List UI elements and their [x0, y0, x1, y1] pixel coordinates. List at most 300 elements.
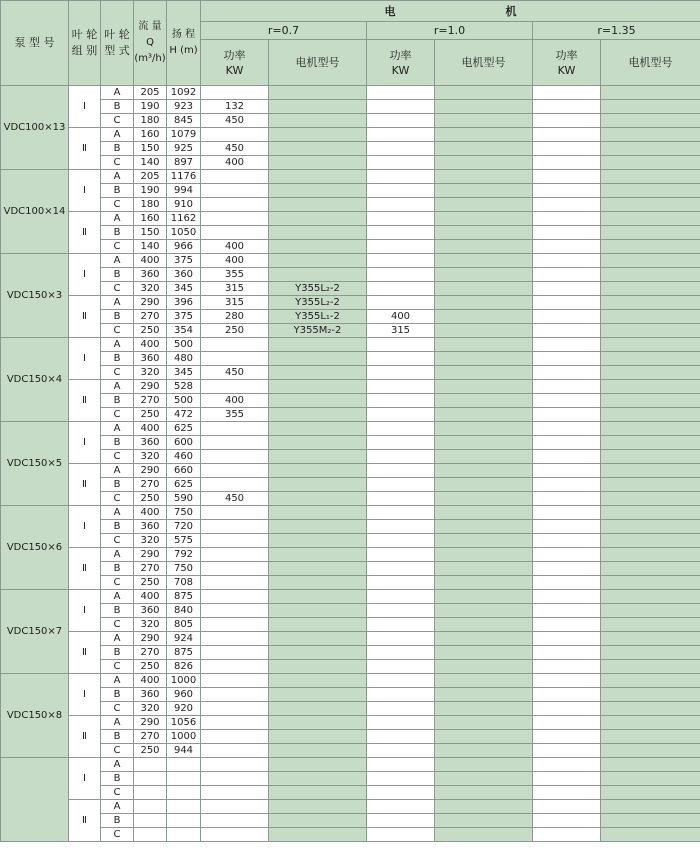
motor-model-r07-cell	[269, 338, 367, 352]
impeller-group-cell: Ⅰ	[69, 758, 101, 800]
motor-model-r135-cell	[601, 520, 700, 534]
table-row	[1, 520, 700, 534]
motor-model-r135-cell	[601, 296, 700, 310]
impeller-group-cell: Ⅰ	[69, 674, 101, 716]
impeller-type-cell: A	[101, 422, 134, 436]
flow-cell: 360	[134, 436, 167, 450]
impeller-group-cell: Ⅱ	[69, 548, 101, 590]
motor-model-r135-cell	[601, 632, 700, 646]
motor-model-r135-cell	[601, 282, 700, 296]
motor-model-r135-cell	[601, 436, 700, 450]
power-r07-cell	[201, 184, 269, 198]
flow-cell: 290	[134, 716, 167, 730]
power-r10-cell	[367, 464, 435, 478]
flow-cell: 290	[134, 632, 167, 646]
impeller-group-cell: Ⅰ	[69, 422, 101, 464]
motor-model-r07-cell	[269, 436, 367, 450]
power-r135-cell	[533, 394, 601, 408]
power-r07-cell: 355	[201, 268, 269, 282]
motor-model-r07-cell	[269, 618, 367, 632]
impeller-group-cell: Ⅰ	[69, 590, 101, 632]
header-flow: 流 量 Q (m³/h)	[134, 1, 167, 86]
table-body	[1, 86, 700, 842]
power-r10-cell	[367, 352, 435, 366]
table-row	[1, 408, 700, 422]
table-row	[1, 338, 700, 352]
motor-model-r10-cell	[435, 366, 533, 380]
head-cell: 805	[167, 618, 201, 632]
motor-model-r07-cell	[269, 128, 367, 142]
power-r135-cell	[533, 128, 601, 142]
power-r10-cell	[367, 688, 435, 702]
power-r135-cell	[533, 366, 601, 380]
motor-model-r10-cell	[435, 310, 533, 324]
motor-model-r07-cell	[269, 576, 367, 590]
motor-model-r10-cell	[435, 422, 533, 436]
motor-model-r135-cell	[601, 534, 700, 548]
flow-cell	[134, 772, 167, 786]
power-r10-cell	[367, 534, 435, 548]
head-cell: 1079	[167, 128, 201, 142]
power-r10-cell: 400	[367, 310, 435, 324]
impeller-type-cell: B	[101, 310, 134, 324]
flow-cell: 290	[134, 296, 167, 310]
motor-model-r07-cell	[269, 198, 367, 212]
motor-model-r07-cell	[269, 590, 367, 604]
motor-model-r10-cell	[435, 604, 533, 618]
motor-model-r07-cell	[269, 800, 367, 814]
header-impeller-group: 叶 轮 组 别	[69, 1, 101, 86]
power-r07-cell: 450	[201, 114, 269, 128]
motor-model-r10-cell	[435, 184, 533, 198]
head-cell: 375	[167, 310, 201, 324]
head-cell: 994	[167, 184, 201, 198]
motor-model-r10-cell	[435, 114, 533, 128]
table-row	[1, 730, 700, 744]
flow-cell: 320	[134, 534, 167, 548]
power-r135-cell	[533, 744, 601, 758]
power-r10-cell	[367, 828, 435, 842]
power-r10-cell	[367, 716, 435, 730]
power-r10-cell	[367, 142, 435, 156]
head-cell: 944	[167, 744, 201, 758]
power-r10-cell	[367, 86, 435, 100]
head-cell: 472	[167, 408, 201, 422]
table-row	[1, 436, 700, 450]
head-cell: 1050	[167, 226, 201, 240]
motor-model-r135-cell	[601, 212, 700, 226]
header-power: 功率 KW	[201, 40, 269, 86]
impeller-type-cell: C	[101, 324, 134, 338]
motor-model-r10-cell	[435, 86, 533, 100]
motor-model-r135-cell	[601, 562, 700, 576]
power-r07-cell	[201, 800, 269, 814]
impeller-type-cell: B	[101, 394, 134, 408]
motor-model-r135-cell	[601, 380, 700, 394]
header-pump-model: 泵 型 号	[1, 1, 69, 86]
motor-model-r10-cell	[435, 730, 533, 744]
motor-model-r135-cell	[601, 324, 700, 338]
power-r135-cell	[533, 450, 601, 464]
impeller-type-cell: C	[101, 702, 134, 716]
head-cell: 360	[167, 268, 201, 282]
impeller-type-cell: B	[101, 688, 134, 702]
table-row	[1, 646, 700, 660]
motor-model-r07-cell	[269, 464, 367, 478]
power-r135-cell	[533, 814, 601, 828]
flow-cell: 290	[134, 464, 167, 478]
power-r10-cell	[367, 436, 435, 450]
power-r07-cell: 400	[201, 240, 269, 254]
motor-model-r135-cell	[601, 100, 700, 114]
flow-cell: 150	[134, 226, 167, 240]
impeller-group-cell: Ⅰ	[69, 254, 101, 296]
table-row	[1, 562, 700, 576]
motor-model-r10-cell	[435, 436, 533, 450]
impeller-type-cell: C	[101, 786, 134, 800]
motor-model-r10-cell	[435, 226, 533, 240]
pump-model-cell: VDC150×5	[1, 422, 69, 506]
table-row	[1, 492, 700, 506]
motor-model-r07-cell	[269, 240, 367, 254]
motor-model-r135-cell	[601, 702, 700, 716]
table-row	[1, 128, 700, 142]
head-cell: 845	[167, 114, 201, 128]
power-r07-cell	[201, 478, 269, 492]
impeller-type-cell: C	[101, 576, 134, 590]
power-r07-cell	[201, 828, 269, 842]
motor-model-r135-cell	[601, 478, 700, 492]
power-r07-cell	[201, 590, 269, 604]
flow-cell: 150	[134, 142, 167, 156]
motor-model-r135-cell	[601, 86, 700, 100]
impeller-group-cell: Ⅱ	[69, 380, 101, 422]
motor-model-r10-cell	[435, 590, 533, 604]
table-row	[1, 450, 700, 464]
motor-model-r135-cell	[601, 156, 700, 170]
power-r07-cell	[201, 212, 269, 226]
motor-model-r07-cell	[269, 422, 367, 436]
motor-model-r135-cell	[601, 828, 700, 842]
impeller-group-cell: Ⅰ	[69, 86, 101, 128]
power-r07-cell	[201, 170, 269, 184]
motor-model-r135-cell	[601, 226, 700, 240]
motor-model-r10-cell	[435, 772, 533, 786]
motor-model-r10-cell	[435, 702, 533, 716]
motor-model-r07-cell	[269, 688, 367, 702]
power-r10-cell	[367, 408, 435, 422]
motor-model-r07-cell: Y355M₂-2	[269, 324, 367, 338]
flow-cell: 270	[134, 730, 167, 744]
impeller-type-cell: A	[101, 632, 134, 646]
impeller-group-cell: Ⅱ	[69, 296, 101, 338]
power-r10-cell	[367, 422, 435, 436]
table-row	[1, 618, 700, 632]
impeller-type-cell: C	[101, 282, 134, 296]
flow-cell: 205	[134, 170, 167, 184]
power-r135-cell	[533, 198, 601, 212]
power-r135-cell	[533, 604, 601, 618]
pump-model-cell: VDC150×3	[1, 254, 69, 338]
motor-model-r10-cell	[435, 478, 533, 492]
motor-model-r135-cell	[601, 618, 700, 632]
power-r10-cell	[367, 786, 435, 800]
pump-model-cell: VDC150×6	[1, 506, 69, 590]
head-cell: 345	[167, 366, 201, 380]
head-cell	[167, 758, 201, 772]
motor-model-r07-cell	[269, 492, 367, 506]
motor-model-r07-cell	[269, 184, 367, 198]
power-r135-cell	[533, 772, 601, 786]
motor-model-r10-cell	[435, 240, 533, 254]
power-r10-cell	[367, 296, 435, 310]
motor-model-r07-cell	[269, 772, 367, 786]
table-row	[1, 478, 700, 492]
power-r07-cell	[201, 226, 269, 240]
head-cell: 920	[167, 702, 201, 716]
table-row	[1, 604, 700, 618]
table-row	[1, 142, 700, 156]
power-r10-cell	[367, 380, 435, 394]
power-r10-cell	[367, 772, 435, 786]
power-r135-cell	[533, 100, 601, 114]
motor-model-r135-cell	[601, 366, 700, 380]
power-r135-cell	[533, 828, 601, 842]
table-row	[1, 716, 700, 730]
flow-cell: 360	[134, 604, 167, 618]
motor-model-r10-cell	[435, 562, 533, 576]
power-r07-cell: 280	[201, 310, 269, 324]
motor-model-r10-cell	[435, 520, 533, 534]
impeller-group-cell: Ⅰ	[69, 506, 101, 548]
table-row	[1, 156, 700, 170]
pump-model-cell: VDC150×4	[1, 338, 69, 422]
power-r135-cell	[533, 282, 601, 296]
impeller-type-cell: C	[101, 618, 134, 632]
table-row	[1, 310, 700, 324]
power-r07-cell: 400	[201, 394, 269, 408]
power-r07-cell: 450	[201, 492, 269, 506]
power-r07-cell	[201, 520, 269, 534]
table-row	[1, 744, 700, 758]
pump-model-cell: VDC150×7	[1, 590, 69, 674]
motor-model-r07-cell	[269, 380, 367, 394]
power-r135-cell	[533, 380, 601, 394]
motor-model-r135-cell	[601, 786, 700, 800]
flow-cell: 320	[134, 450, 167, 464]
motor-model-r135-cell	[601, 352, 700, 366]
power-r135-cell	[533, 576, 601, 590]
motor-model-r07-cell	[269, 366, 367, 380]
head-cell: 528	[167, 380, 201, 394]
motor-model-r10-cell	[435, 128, 533, 142]
impeller-type-cell: B	[101, 268, 134, 282]
head-cell: 826	[167, 660, 201, 674]
head-cell: 660	[167, 464, 201, 478]
power-r10-cell: 315	[367, 324, 435, 338]
flow-cell	[134, 786, 167, 800]
power-r10-cell	[367, 170, 435, 184]
motor-model-r10-cell	[435, 828, 533, 842]
power-r135-cell	[533, 660, 601, 674]
power-r10-cell	[367, 100, 435, 114]
flow-cell: 400	[134, 506, 167, 520]
power-r10-cell	[367, 394, 435, 408]
power-r135-cell	[533, 422, 601, 436]
table-row	[1, 786, 700, 800]
head-cell	[167, 828, 201, 842]
motor-model-r135-cell	[601, 576, 700, 590]
motor-model-r135-cell	[601, 548, 700, 562]
power-r135-cell	[533, 590, 601, 604]
power-r07-cell	[201, 548, 269, 562]
power-r135-cell	[533, 548, 601, 562]
power-r10-cell	[367, 618, 435, 632]
motor-model-r07-cell	[269, 562, 367, 576]
motor-model-r135-cell	[601, 590, 700, 604]
motor-model-r135-cell	[601, 730, 700, 744]
table-row	[1, 240, 700, 254]
power-r07-cell: 450	[201, 366, 269, 380]
motor-model-r135-cell	[601, 254, 700, 268]
power-r07-cell	[201, 534, 269, 548]
power-r10-cell	[367, 702, 435, 716]
table-row	[1, 254, 700, 268]
power-r07-cell	[201, 338, 269, 352]
flow-cell: 320	[134, 366, 167, 380]
power-r07-cell	[201, 604, 269, 618]
motor-model-r135-cell	[601, 338, 700, 352]
motor-model-r07-cell	[269, 814, 367, 828]
power-r135-cell	[533, 730, 601, 744]
flow-cell: 400	[134, 338, 167, 352]
header-motor-model: 电机型号	[269, 40, 367, 86]
motor-model-r135-cell	[601, 142, 700, 156]
power-r07-cell: 400	[201, 254, 269, 268]
power-r10-cell	[367, 184, 435, 198]
motor-model-r07-cell	[269, 142, 367, 156]
impeller-type-cell: A	[101, 380, 134, 394]
motor-model-r10-cell	[435, 576, 533, 590]
motor-model-r07-cell	[269, 660, 367, 674]
table-row	[1, 226, 700, 240]
motor-model-r07-cell	[269, 226, 367, 240]
power-r07-cell	[201, 632, 269, 646]
motor-model-r135-cell	[601, 604, 700, 618]
power-r10-cell	[367, 450, 435, 464]
header-ratio-1.35: r=1.35	[533, 22, 700, 40]
motor-model-r135-cell	[601, 268, 700, 282]
flow-cell: 400	[134, 254, 167, 268]
power-r10-cell	[367, 506, 435, 520]
motor-model-r135-cell	[601, 310, 700, 324]
power-r07-cell: 250	[201, 324, 269, 338]
table-row	[1, 576, 700, 590]
motor-model-r10-cell	[435, 380, 533, 394]
head-cell	[167, 814, 201, 828]
power-r10-cell	[367, 800, 435, 814]
motor-model-r07-cell	[269, 716, 367, 730]
table-row	[1, 100, 700, 114]
head-cell: 792	[167, 548, 201, 562]
pump-model-cell: VDC100×14	[1, 170, 69, 254]
flow-cell: 360	[134, 688, 167, 702]
motor-model-r07-cell	[269, 114, 367, 128]
table-row	[1, 268, 700, 282]
power-r135-cell	[533, 716, 601, 730]
motor-model-r135-cell	[601, 688, 700, 702]
impeller-type-cell: A	[101, 674, 134, 688]
head-cell: 1162	[167, 212, 201, 226]
power-r07-cell	[201, 660, 269, 674]
header-ratio-1.0: r=1.0	[367, 22, 533, 40]
power-r135-cell	[533, 86, 601, 100]
power-r10-cell	[367, 758, 435, 772]
head-cell: 966	[167, 240, 201, 254]
power-r135-cell	[533, 702, 601, 716]
head-cell: 460	[167, 450, 201, 464]
motor-model-r135-cell	[601, 128, 700, 142]
motor-model-r135-cell	[601, 450, 700, 464]
head-cell: 720	[167, 520, 201, 534]
motor-model-r10-cell	[435, 464, 533, 478]
impeller-group-cell: Ⅱ	[69, 212, 101, 254]
power-r135-cell	[533, 226, 601, 240]
power-r07-cell	[201, 506, 269, 520]
table-row	[1, 114, 700, 128]
motor-model-r135-cell	[601, 716, 700, 730]
motor-model-r10-cell	[435, 814, 533, 828]
power-r07-cell	[201, 688, 269, 702]
impeller-type-cell: B	[101, 100, 134, 114]
head-cell: 375	[167, 254, 201, 268]
impeller-type-cell: B	[101, 814, 134, 828]
motor-model-r10-cell	[435, 408, 533, 422]
power-r07-cell	[201, 646, 269, 660]
motor-model-r10-cell	[435, 268, 533, 282]
motor-model-r07-cell	[269, 674, 367, 688]
motor-model-r10-cell	[435, 142, 533, 156]
motor-model-r135-cell	[601, 506, 700, 520]
header-motor-model: 电机型号	[435, 40, 533, 86]
header-ratio-0.7: r=0.7	[201, 22, 367, 40]
power-r10-cell	[367, 660, 435, 674]
impeller-type-cell: A	[101, 548, 134, 562]
motor-model-r07-cell	[269, 520, 367, 534]
flow-cell: 190	[134, 184, 167, 198]
motor-model-r07-cell	[269, 758, 367, 772]
impeller-type-cell: A	[101, 590, 134, 604]
motor-model-r10-cell	[435, 296, 533, 310]
motor-model-r07-cell	[269, 744, 367, 758]
impeller-group-cell: Ⅱ	[69, 800, 101, 842]
head-cell	[167, 800, 201, 814]
flow-cell: 320	[134, 702, 167, 716]
flow-cell: 140	[134, 240, 167, 254]
flow-cell: 250	[134, 744, 167, 758]
power-r135-cell	[533, 352, 601, 366]
power-r07-cell	[201, 352, 269, 366]
power-r135-cell	[533, 506, 601, 520]
power-r135-cell	[533, 310, 601, 324]
head-cell: 750	[167, 562, 201, 576]
flow-cell: 250	[134, 660, 167, 674]
motor-model-r07-cell	[269, 408, 367, 422]
flow-cell	[134, 828, 167, 842]
impeller-type-cell: B	[101, 142, 134, 156]
head-cell: 575	[167, 534, 201, 548]
power-r07-cell	[201, 618, 269, 632]
